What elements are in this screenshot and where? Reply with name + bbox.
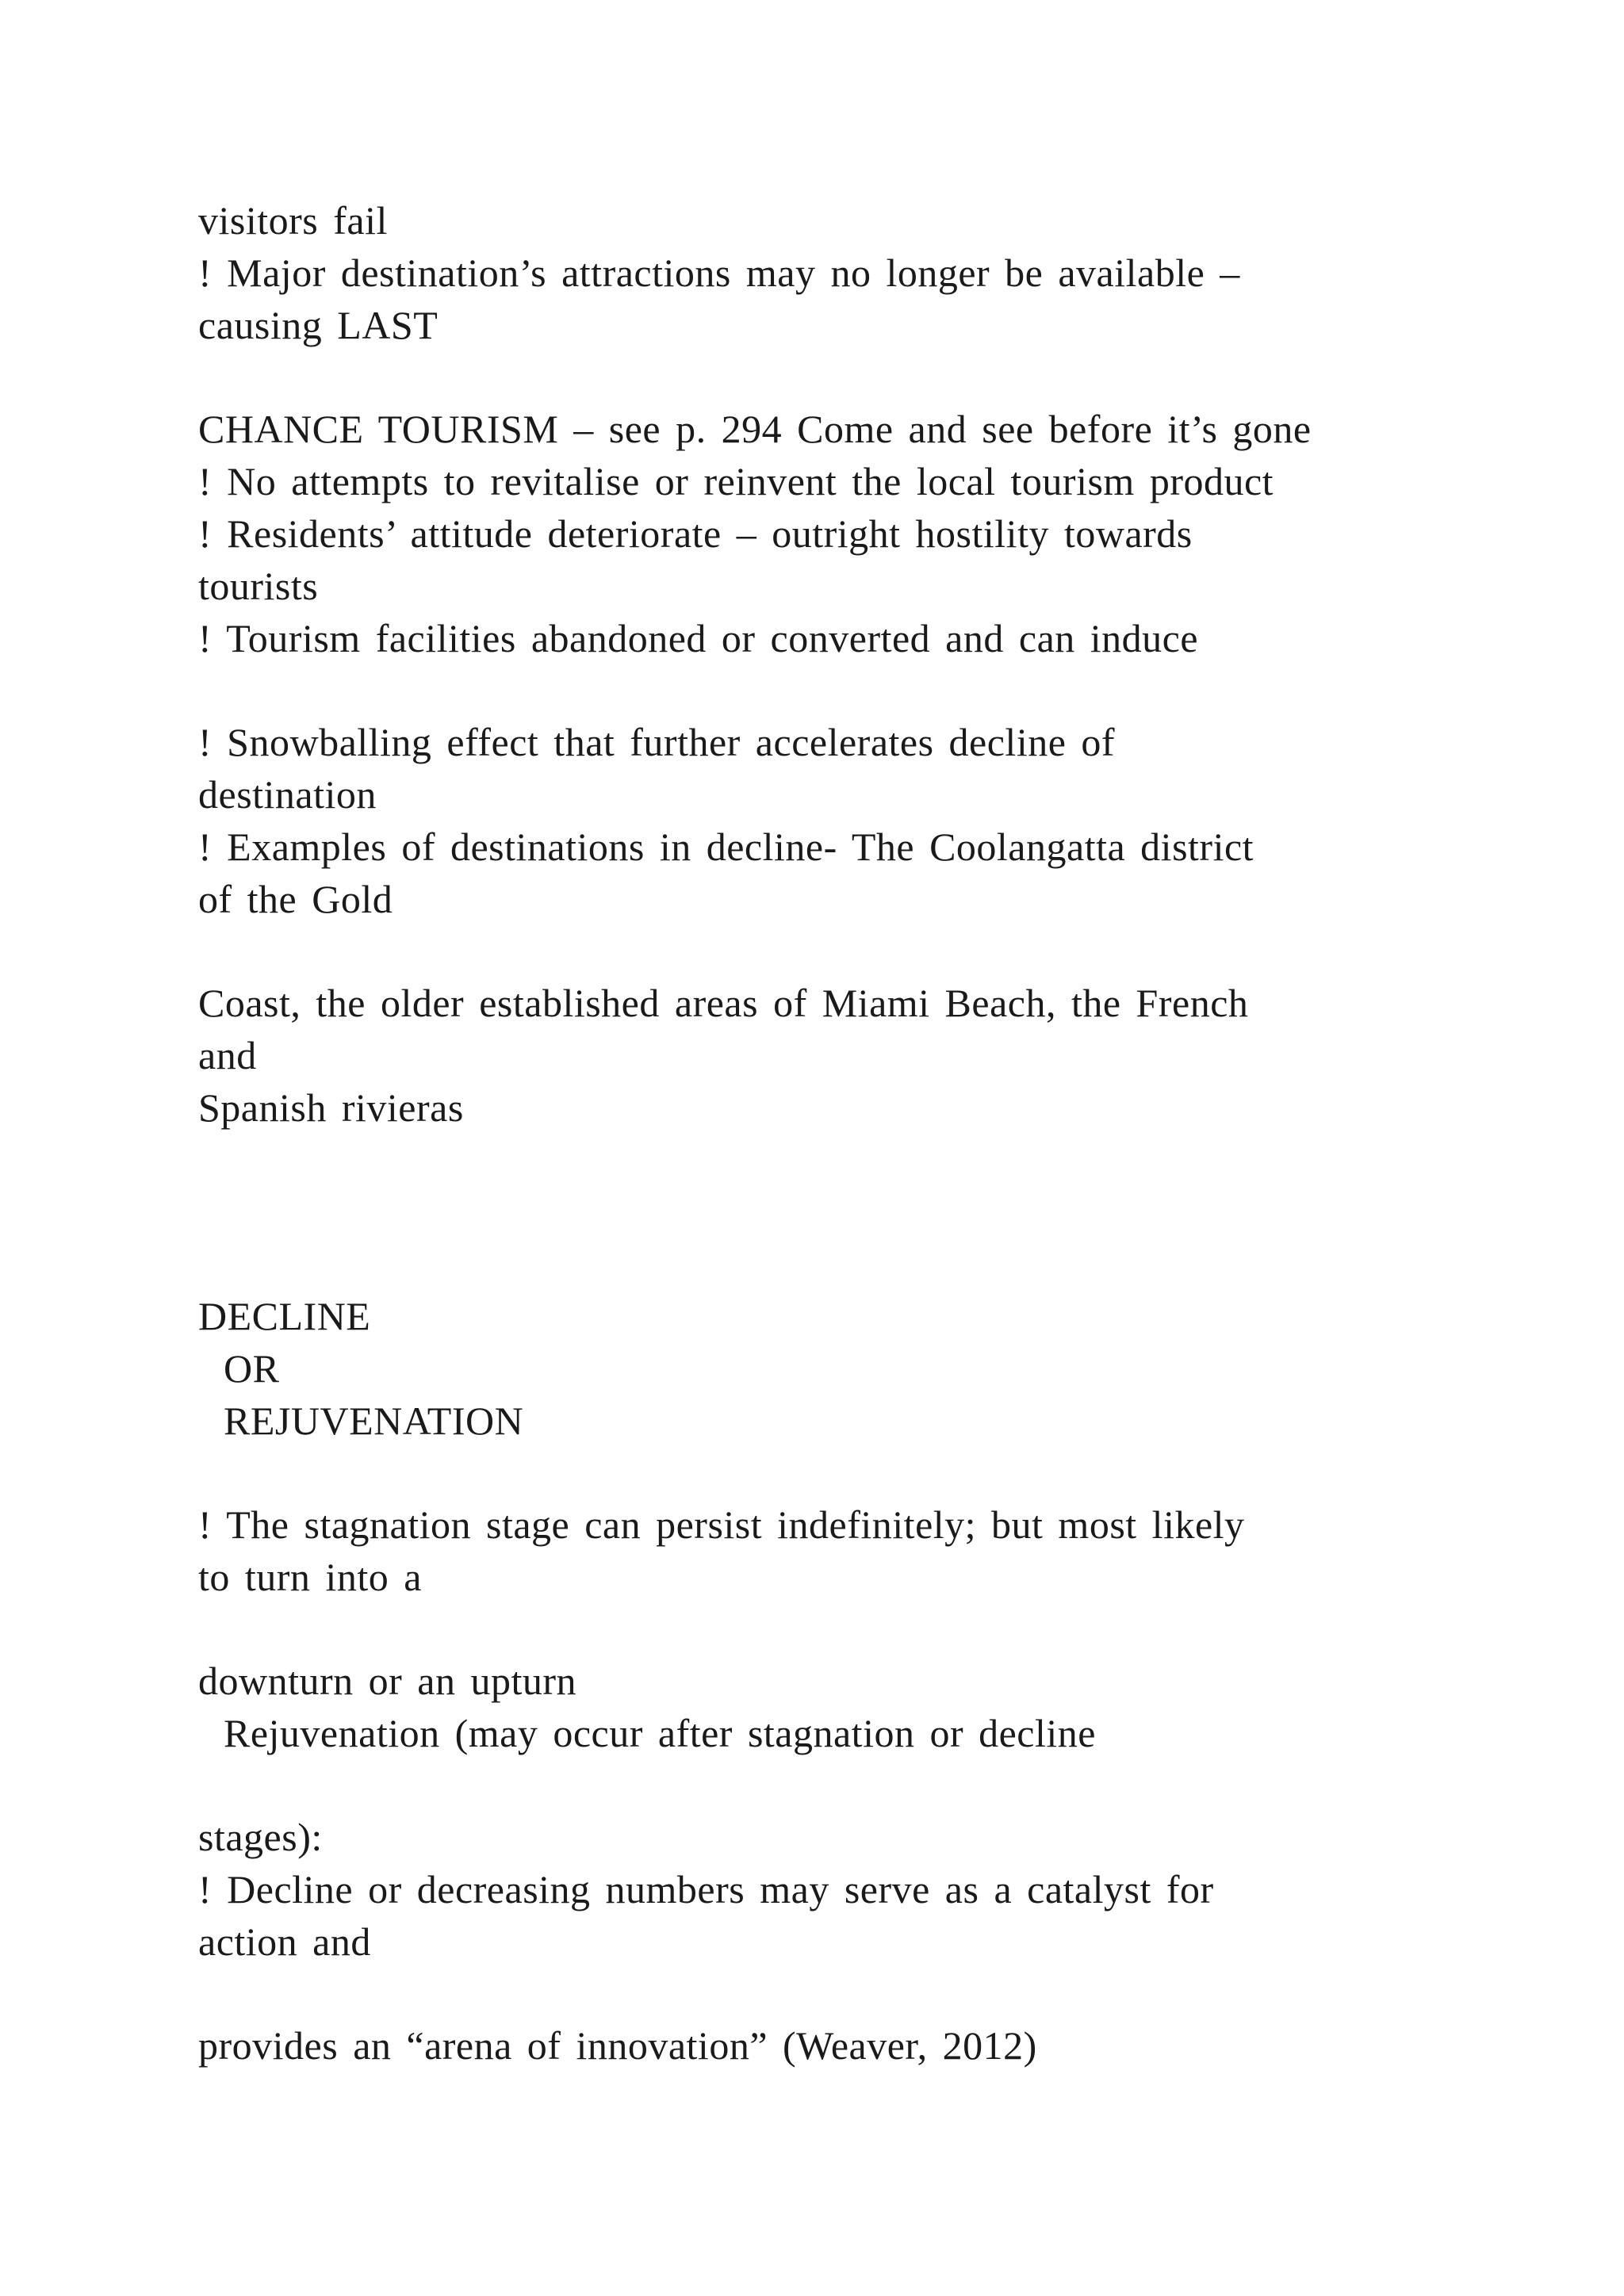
text-line: ! Residents’ attitude deteriorate – outright hostility towards [198, 511, 1193, 556]
text-line: CHANCE TOURISM – see p. 294 Come and see before it’s gone [198, 407, 1312, 451]
heading-decline: DECLINE [198, 1294, 371, 1338]
text-line: Rejuvenation (may occur after stagnation or decline [224, 1711, 1096, 1755]
text-line: to turn into a [198, 1555, 422, 1599]
text-line: ! Tourism facilities abandoned or converted and can induce [198, 616, 1199, 660]
text-line: Coast, the older established areas of Miami Beach, the French [198, 981, 1249, 1025]
text-line: and [198, 1033, 257, 1077]
text-line: downturn or an upturn [198, 1659, 577, 1703]
text-line: provides an “arena of innovation” (Weaver, 2012) [198, 2023, 1037, 2068]
text-line: stages): [198, 1815, 323, 1859]
text-line: ! Examples of destinations in decline- The Coolangatta district [198, 825, 1254, 869]
text-line: tourists [198, 564, 319, 608]
text-line: Spanish rivieras [198, 1085, 464, 1130]
text-line: destination [198, 772, 377, 817]
heading-rejuvenation: REJUVENATION [224, 1399, 524, 1443]
heading-or: OR [224, 1346, 280, 1391]
text-line: ! No attempts to revitalise or reinvent the local tourism product [198, 459, 1274, 503]
text-line: ! Major destination’s attractions may no longer be available – [198, 251, 1240, 295]
text-line: ! Decline or decreasing numbers may serve as a catalyst for [198, 1867, 1214, 1911]
text-line: causing LAST [198, 303, 439, 347]
text-line: visitors fail [198, 198, 388, 243]
text-line: action and [198, 1919, 371, 1964]
text-line: ! The stagnation stage can persist indefinitely; but most likely [198, 1502, 1245, 1547]
text-line: ! Snowballing effect that further accelerates decline of [198, 720, 1116, 764]
text-line: of the Gold [198, 877, 393, 921]
